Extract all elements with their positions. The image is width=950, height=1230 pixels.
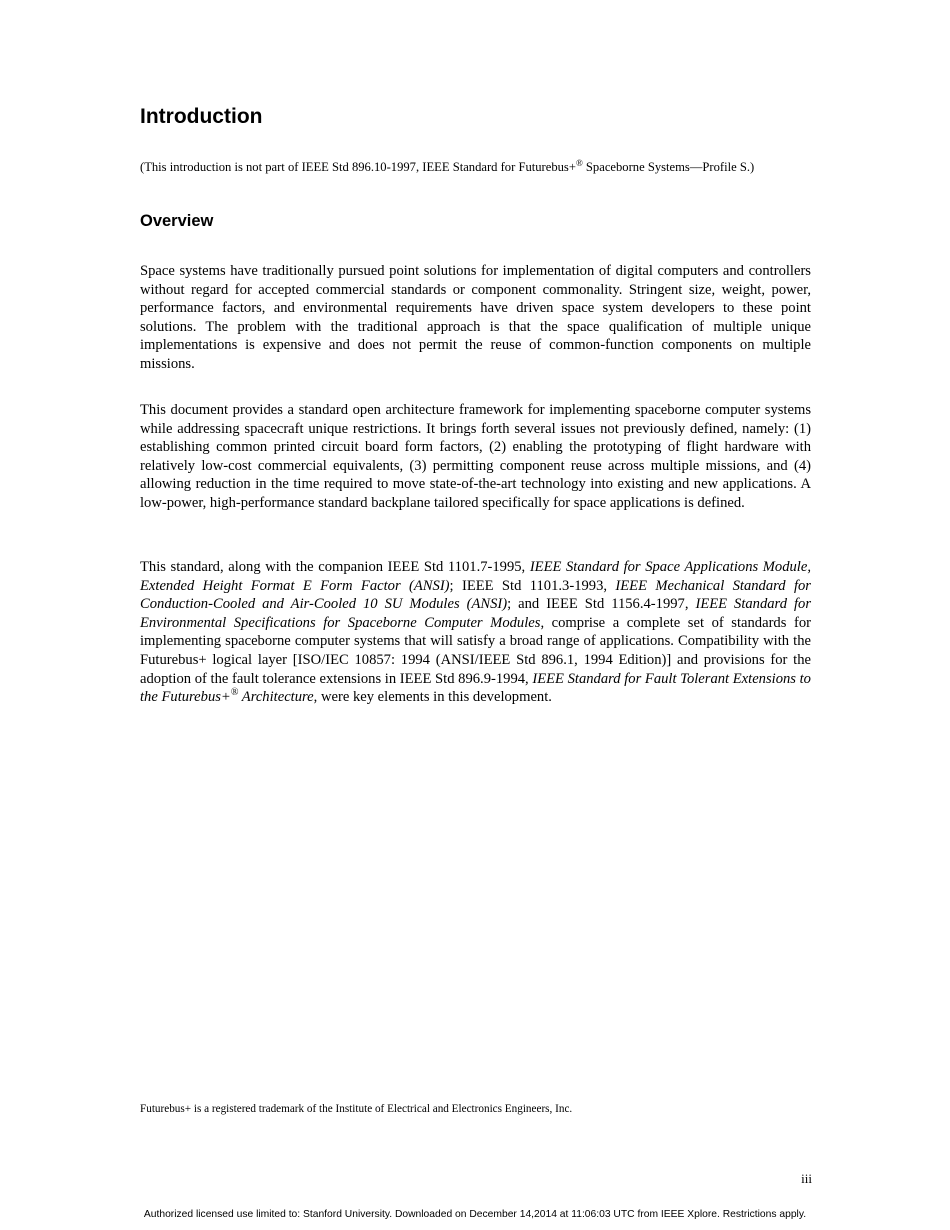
page-number: iii xyxy=(801,1171,812,1186)
intro-note-text: (This introduction is not part of IEEE Std 896.10-1997, IEEE Standard for Futurebus+ xyxy=(140,160,576,174)
trademark-footnote: Futurebus+ is a registered trademark of the Institute of Electrical and Electronics Engineers, Inc. xyxy=(140,1103,573,1115)
intro-note xyxy=(140,160,820,175)
standard-title-mechanical: IEEE Mechanical Standard for Conduction-Cooled and Air-Cooled 10 SU Modules (ANSI) xyxy=(140,577,811,613)
paragraph-3-text: This standard, along with the companion IEEE Std 1101.7-1995, xyxy=(140,559,530,575)
registered-mark: ® xyxy=(230,687,239,699)
section-heading-overview: Overview xyxy=(140,212,214,230)
paragraph-3-text: , were key elements in this development. xyxy=(313,689,552,706)
paragraph-3 xyxy=(140,558,811,707)
paragraph-3-text: , comprise a complete set of standards for implementing spaceborne computer systems that will satisfy a broad range of applications. Compatibility with the Futurebus+ logical layer [ISO/IEC 10857: 1994 (ANSI/IEEE Std 896.1, 1994 Edition)] and provisions for the adoption of the fault tolerance extensions in IEEE Std 896.9-1994, xyxy=(140,614,811,687)
paragraph-2: This document provides a standard open architecture framework for implementing spaceborne computer systems while addressing spacecraft unique restrictions. It brings forth several issues not previously defined, namely: (1) establishing common printed circuit board form factors, (2) enabling the prototyping of flight hardware with relatively low-cost commercial equivalents, (3) permitting component reuse across multiple missions, and (4) allowing reduction in the time required to move state-of-the-art technology into existing and new applications. A low-power, high-performance standard backplane tailored specifically for space applications is defined. xyxy=(140,402,811,511)
standard-title-space-applications: IEEE Standard for Space Applications Module, Extended Height Format E Form Factor (ANSI) xyxy=(140,559,811,594)
paragraph-3-text: ; IEEE Std 1101.3-1993, xyxy=(449,577,616,594)
standard-title-fault-tolerant-text: IEEE Standard for Fault Tolerant Extensions to the Futurebus+ xyxy=(140,670,811,706)
paragraph-3-text: ; and IEEE Std 1156.4-1997, xyxy=(507,596,696,613)
paragraph-1: Space systems have traditionally pursued point solutions for implementation of digital computers and controllers without regard for accepted commercial standards or component commonality. Stringent size, weight, power, performance factors, and environmental requirements have driven space system developers to these point solutions. The problem with the traditional approach is that the space qualification of multiple unique implementations is expensive and does not permit the reuse of common-function components on multiple missions. xyxy=(140,263,811,372)
standard-title-environmental: IEEE Standard for Environmental Specifications for Spaceborne Computer Modules xyxy=(140,596,811,631)
standard-title-fault-tolerant-end: Architecture xyxy=(238,689,314,706)
page-title: Introduction xyxy=(140,105,263,128)
registered-mark: ® xyxy=(575,158,583,168)
intro-note-text-end: Spaceborne Systems—Profile S.) xyxy=(582,160,755,174)
license-notice: Authorized licensed use limited to: Stanford University. Downloaded on December 14,2014 at 11:06:03 UTC from IEEE Xplore. Restrictions apply. xyxy=(143,1209,807,1220)
